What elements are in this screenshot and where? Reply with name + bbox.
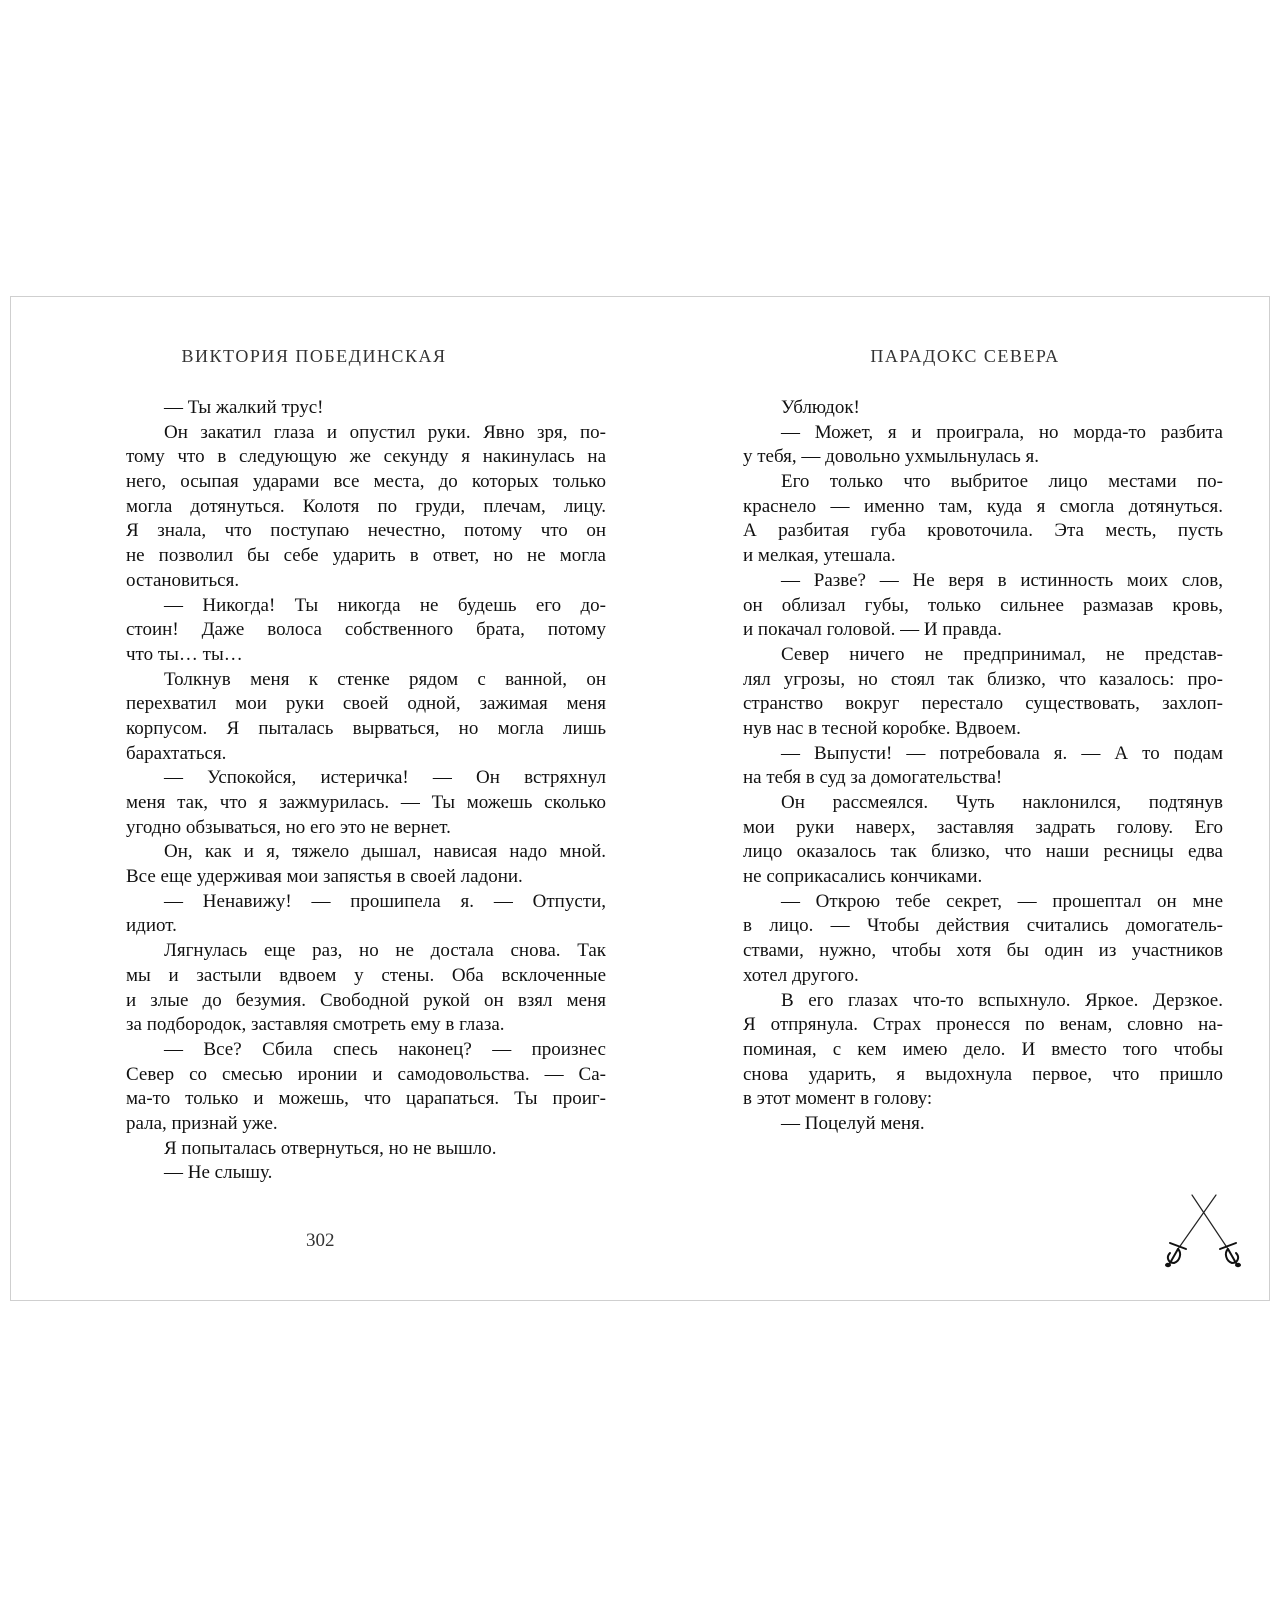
text-line: барахтаться. xyxy=(126,742,227,764)
text-line: меня так, что я зажмурилась. — Ты можешь сколько xyxy=(126,792,606,813)
text-line: краснело — именно там, куда я смогла дотянуться. xyxy=(743,495,1223,517)
text-line: тому что в следующую же секунду я накинулась на xyxy=(126,446,606,468)
right-page-text xyxy=(743,396,1223,1137)
text-line: Север со смесью иронии и самодовольства. — Са- xyxy=(126,1063,606,1085)
text-line: он облизал губы, только сильнее размазав кровь, xyxy=(743,594,1223,616)
text-line: стоин! Даже волоса собственного брата, потому xyxy=(126,619,606,641)
text-line: могла дотянуться. Колотя по груди, плечам, лицу. xyxy=(126,495,606,517)
text-line: Толкнув меня к стенке рядом с ванной, он xyxy=(164,668,606,690)
text-line: Север ничего не предпринимал, не представ- xyxy=(781,643,1223,665)
text-line: не соприкасались кончиками. xyxy=(743,866,983,888)
text-line: В его глазах что-то вспыхнуло. Яркое. Дерзкое. xyxy=(781,989,1223,1011)
left-page-text xyxy=(126,396,606,1186)
crossed-swords-icon xyxy=(1154,1191,1244,1273)
text-line: на тебя в суд за домогательства! xyxy=(743,767,1003,789)
text-line: нув нас в тесной коробке. Вдвоем. xyxy=(743,717,1021,739)
text-line: — Ненавижу! — прошипела я. — Отпусти, xyxy=(164,890,606,912)
text-line: мы и застыли вдвоем у стены. Оба всклоченные xyxy=(126,964,606,986)
text-line: в лицо. — Чтобы действия считались домогатель- xyxy=(743,915,1223,937)
text-line: лицо оказалось так близко, что наши ресницы едва xyxy=(743,841,1223,863)
text-line: рала, признай уже. xyxy=(126,1112,278,1134)
text-line: ствами, нужно, чтобы хотя бы один из участников xyxy=(743,940,1223,962)
text-line: — Успокойся, истеричка! — Он встряхнул xyxy=(164,767,606,789)
text-line: поминая, с кем имею дело. И вместо того чтобы xyxy=(743,1038,1223,1060)
text-line: угодно обзываться, но его это не вернет. xyxy=(126,816,451,838)
text-line: снова ударить, я выдохнула первое, что пришло xyxy=(743,1063,1223,1085)
text-line: Его только что выбритое лицо местами по- xyxy=(781,471,1223,493)
text-line: Я попыталась отвернуться, но не вышло. xyxy=(164,1137,497,1159)
text-line: ма-то только и можешь, что царапаться. Ты проиг- xyxy=(126,1088,606,1110)
text-line: — Разве? — Не веря в истинность моих слов, xyxy=(781,569,1223,591)
text-line: него, осыпая ударами все места, до которых только xyxy=(126,471,606,493)
text-line: — Ты жалкий трус! xyxy=(164,397,324,418)
text-line: идиот. xyxy=(126,915,177,937)
text-line: хотел другого. xyxy=(743,964,859,986)
text-line: перехватил мои руки своей одной, зажимая меня xyxy=(126,693,606,715)
text-line: в этот момент в голову: xyxy=(743,1088,933,1110)
text-line: не позволил бы себе ударить в ответ, но не могла xyxy=(126,545,606,567)
text-line: Лягнулась еще раз, но не достала снова. Так xyxy=(164,940,606,962)
text-line: и злые до безумия. Свободной рукой он взял меня xyxy=(126,989,606,1011)
text-line: — Все? Сбила спесь наконец? — произнес xyxy=(164,1038,606,1060)
text-line: — Выпусти! — потребовала я. — А то подам xyxy=(781,742,1223,764)
text-line: Он рассмеялся. Чуть наклонился, подтянув xyxy=(781,792,1223,813)
text-line: лял угрозы, но стоял так близко, что казалось: про- xyxy=(743,668,1223,690)
text-line: и мелкая, утешала. xyxy=(743,545,896,567)
text-line: Он, как и я, тяжело дышал, нависая надо мной. xyxy=(164,841,606,863)
text-line: у тебя, — довольно ухмыльнулась я. xyxy=(743,446,1040,468)
text-line: и покачал головой. — И правда. xyxy=(743,619,1002,641)
text-line: А разбитая губа кровоточила. Эта месть, пусть xyxy=(743,520,1223,542)
text-line: остановиться. xyxy=(126,569,240,591)
text-line: — Не слышу. xyxy=(164,1162,273,1184)
text-line: что ты… ты… xyxy=(126,643,243,665)
running-head-author: ВИКТОРИЯ ПОБЕДИНСКАЯ xyxy=(181,346,447,366)
text-line: — Поцелуй меня. xyxy=(781,1112,925,1134)
book-spread xyxy=(10,296,1270,1301)
text-line: — Открою тебе секрет, — прошептал он мне xyxy=(781,890,1223,912)
text-line: — Может, я и проиграла, но морда-то разбита xyxy=(781,421,1223,443)
right-page xyxy=(641,297,1271,1300)
page-number: 302 xyxy=(306,1230,335,1251)
left-page xyxy=(11,297,641,1300)
text-line: Я отпрянула. Страх пронесся по венам, словно на- xyxy=(743,1014,1223,1036)
text-line: странство вокруг перестало существовать, захлоп- xyxy=(743,693,1223,715)
text-line: Ублюдок! xyxy=(781,397,860,418)
text-line: Все еще удерживая мои запястья в своей ладони. xyxy=(126,866,523,888)
text-line: мои руки наверх, заставляя задрать голову. Его xyxy=(743,816,1223,838)
running-head-title: ПАРАДОКС СЕВЕРА xyxy=(870,346,1060,366)
text-line: за подбородок, заставляя смотреть ему в глаза. xyxy=(126,1014,505,1036)
text-line: корпусом. Я пыталась вырваться, но могла лишь xyxy=(126,717,606,739)
text-line: Он закатил глаза и опустил руки. Явно зря, по- xyxy=(164,421,606,443)
text-line: — Никогда! Ты никогда не будешь его до- xyxy=(164,594,606,616)
text-line: Я знала, что поступаю нечестно, потому что он xyxy=(126,520,606,542)
